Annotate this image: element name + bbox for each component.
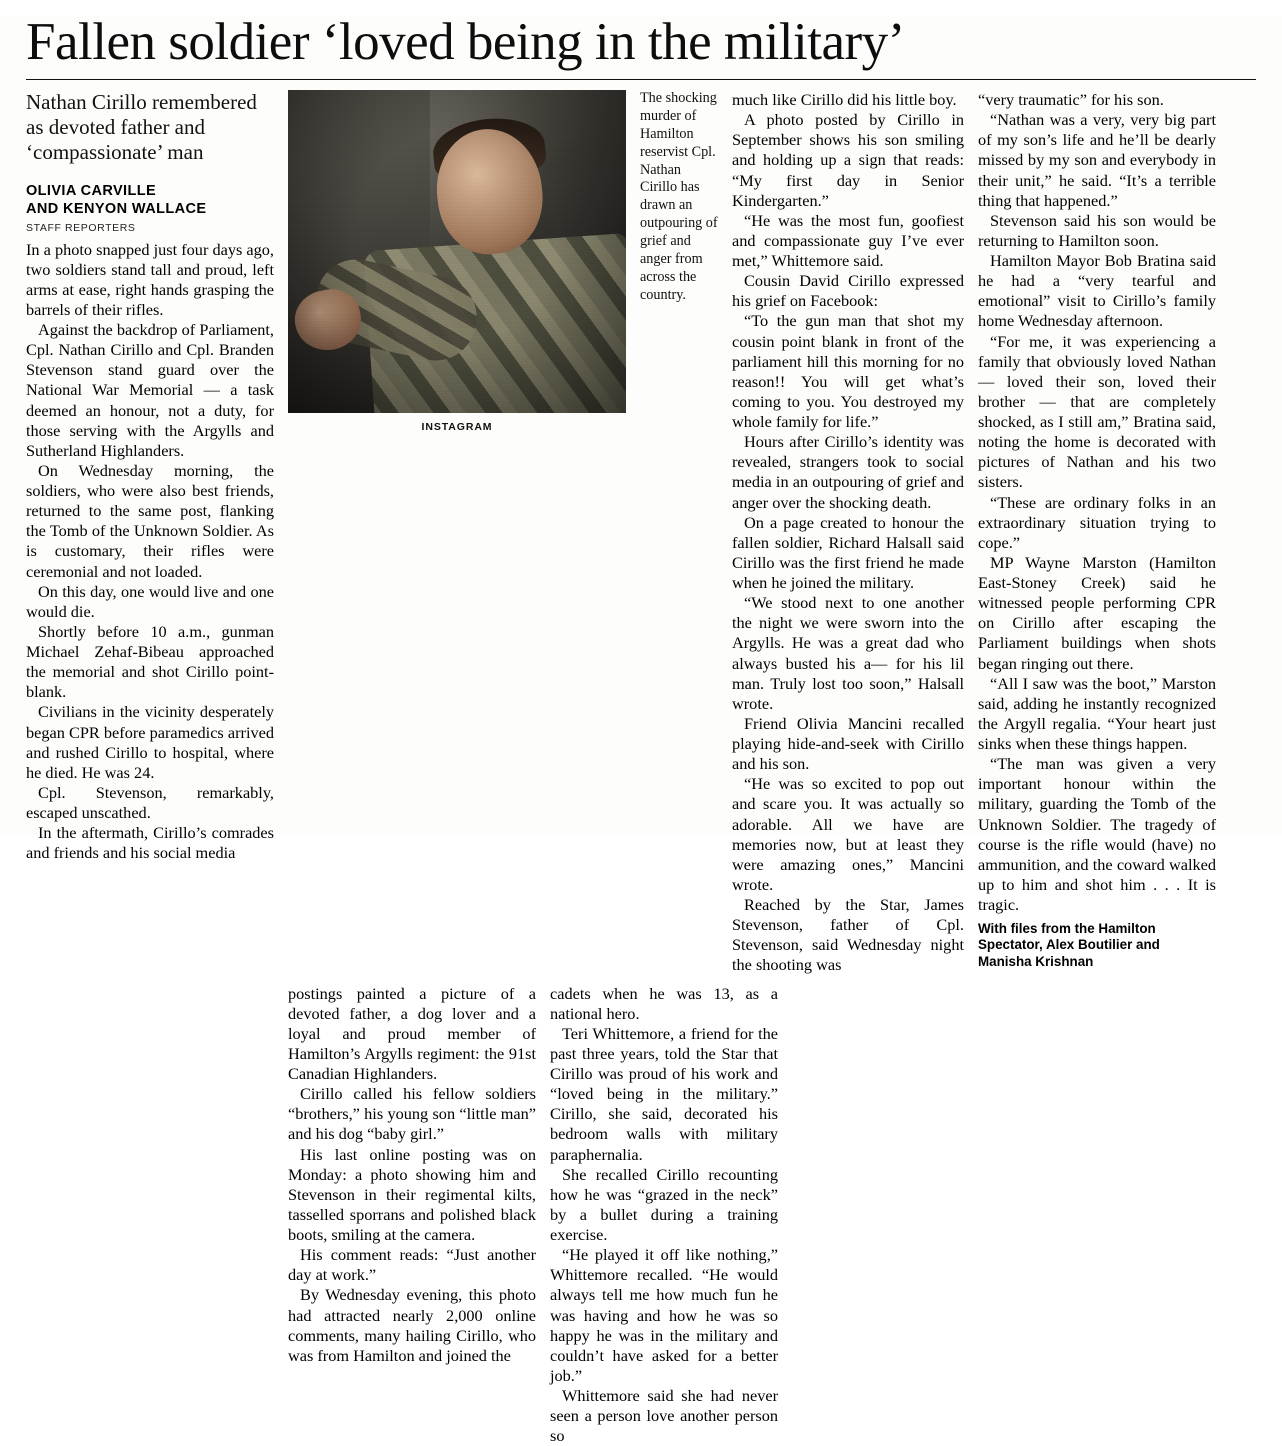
story-body-col5: [978, 90, 1216, 970]
photo-credit: INSTAGRAM: [288, 421, 626, 433]
paragraph: Cpl. Stevenson, remarkably, escaped unscathed.: [26, 783, 274, 823]
column-one: [26, 90, 274, 976]
bottom-column-two: [288, 984, 536, 1446]
paragraph: “All I saw was the boot,” Marston said, adding he instantly recognized the Argyll regalia. “Your heart just sinks when these things happen.: [978, 674, 1216, 755]
paragraph: Against the backdrop of Parliament, Cpl. Nathan Cirillo and Cpl. Branden Stevenson stand guard over the National War Memorial — a task deemed an honour, not a duty, for those serving with the Argylls and Sutherland Highlanders.: [26, 320, 274, 461]
paragraph: Cirillo called his fellow soldiers “brothers,” his young son “little man” and his dog “baby girl.”: [288, 1084, 536, 1144]
bottom-spacer-col4: [792, 984, 1024, 1446]
paragraph: postings painted a picture of a devoted father, a dog lover and a loyal and proud member of Hamilton’s Argylls regiment: the 91st Canadian Highlanders.: [288, 984, 536, 1085]
paragraph: “To the gun man that shot my cousin point blank in front of the parliament hill this morning for no reason!! You will get what’s coming to you. You destroyed my whole family for life.”: [732, 311, 964, 432]
paragraph: On this day, one would live and one would die.: [26, 582, 274, 622]
story-body-col4: [732, 90, 964, 976]
paragraph: Teri Whittemore, a friend for the past three years, told the Star that Cirillo was proud of his work and “loved being in the military.” Cirillo, she said, decorated his bedroom walls with military paraphernalia.: [550, 1024, 778, 1165]
paragraph: Cousin David Cirillo expressed his grief on Facebook:: [732, 271, 964, 311]
bottom-spacer-col1: [26, 984, 274, 1446]
page-title: Fallen soldier ‘loved being in the military’: [26, 16, 1260, 69]
bottom-spacer-col5: [1038, 984, 1276, 1446]
top-section: [26, 90, 1260, 976]
paragraph: “The man was given a very important honour within the military, guarding the Tomb of the Unknown Soldier. The tragedy of course is the rifle would (have) no ammunition, and the coward walked up to him and shot him . . . It is tragic.: [978, 754, 1216, 915]
paragraph: His last online posting was on Monday: a photo showing him and Stevenson in their regimental kilts, tasselled sporrans and polished black boots, smiling at the camera.: [288, 1145, 536, 1246]
paragraph: Hours after Cirillo’s identity was revealed, strangers took to social media in an outpouring of grief and anger over the shocking death.: [732, 432, 964, 513]
paragraph: Civilians in the vicinity desperately began CPR before paramedics arrived and rushed Cirillo to hospital, where he died. He was 24.: [26, 702, 274, 783]
paragraph: “Nathan was a very, very big part of my son’s life and he’ll be dearly missed by my son and everybody in their unit,” he said. “It’s a terrible thing that happened.”: [978, 110, 1216, 211]
column-four: [732, 90, 964, 976]
paragraph: Shortly before 10 a.m., gunman Michael Zehaf-Bibeau approached the memorial and shot Cirillo point-blank.: [26, 622, 274, 703]
byline: [26, 182, 274, 218]
paragraph: “For me, it was experiencing a family that obviously loved Nathan — loved their son, loved their brother — that are completely shocked, as I still am,” Bratina said, noting the home is decorated with pictures of Nathan and his two sisters.: [978, 332, 1216, 493]
paragraph: Friend Olivia Mancini recalled playing hide-and-seek with Cirillo and his son.: [732, 714, 964, 774]
paragraph: In the aftermath, Cirillo’s comrades and friends and his social media: [26, 823, 274, 863]
paragraph: A photo posted by Cirillo in September shows his son smiling and holding up a sign that reads: “My first day in Senior Kindergarten.”: [732, 110, 964, 211]
paragraph: His comment reads: “Just another day at work.”: [288, 1245, 536, 1285]
photo-block: [288, 90, 626, 976]
bottom-section: [26, 984, 1260, 1446]
story-tagline: With files from the Hamilton Spectator, Alex Boutilier and Manisha Krishnan: [978, 921, 1216, 970]
bottom-column-three: [550, 984, 778, 1446]
paragraph: Hamilton Mayor Bob Bratina said he had a “very tearful and emotional” visit to Cirillo’s family home Wednesday afternoon.: [978, 251, 1216, 332]
paragraph: By Wednesday evening, this photo had attracted nearly 2,000 online comments, many hailing Cirillo, who was from Hamilton and joined the: [288, 1285, 536, 1366]
paragraph: “He was the most fun, goofiest and compassionate guy I’ve ever met,” Whittemore said.: [732, 211, 964, 271]
paragraph: much like Cirillo did his little boy.: [732, 90, 964, 110]
headline-rule: [26, 79, 1256, 80]
story-body-col3: [550, 984, 778, 1446]
paragraph: “These are ordinary folks in an extraordinary situation trying to cope.”: [978, 493, 1216, 553]
paragraph: Whittemore said she had never seen a person love another person so: [550, 1386, 778, 1446]
paragraph: “He played it off like nothing,” Whittemore recalled. “He would always tell me how much fun he was having and how he was so happy he was in the military and couldn’t have asked for a better job.”: [550, 1245, 778, 1386]
paragraph: Stevenson said his son would be returning to Hamilton soon.: [978, 211, 1216, 251]
paragraph: “We stood next to one another the night we were sworn into the Argylls. He was a great dad who always busted his a— for his lil man. Truly lost too soon,” Halsall wrote.: [732, 593, 964, 714]
byline-line-1: OLIVIA CARVILLE: [26, 182, 274, 200]
photo-caption: The shocking murder of Hamilton reservist Cpl. Nathan Cirillo has drawn an outpouring of grief and anger from across the country.: [640, 90, 718, 305]
staff-label: STAFF REPORTERS: [26, 222, 274, 234]
story-body-col2: [288, 984, 536, 1366]
photo-grain: [288, 90, 626, 413]
paragraph: On a page created to honour the fallen soldier, Richard Halsall said Cirillo was the first friend he made when he joined the military.: [732, 513, 964, 594]
newspaper-page: [0, 16, 1282, 834]
paragraph: Reached by the Star, James Stevenson, father of Cpl. Stevenson, said Wednesday night the shooting was: [732, 895, 964, 976]
paragraph: MP Wayne Marston (Hamilton East-Stoney Creek) said he witnessed people performing CPR on Cirillo after escaping the Parliament buildings when shots began ringing out there.: [978, 553, 1216, 674]
paragraph: “very traumatic” for his son.: [978, 90, 1216, 110]
deck-subhead: Nathan Cirillo remembered as devoted father and ‘compassionate’ man: [26, 90, 274, 164]
paragraph: cadets when he was 13, as a national hero.: [550, 984, 778, 1024]
column-five: [978, 90, 1216, 976]
caption-column: [640, 90, 718, 976]
paragraph: She recalled Cirillo recounting how he was “grazed in the neck” by a bullet during a training exercise.: [550, 1165, 778, 1246]
story-body-col1: [26, 240, 274, 864]
paragraph: In a photo snapped just four days ago, two soldiers stand tall and proud, left arms at ease, right hands grasping the barrels of their rifles.: [26, 240, 274, 321]
byline-line-2: AND KENYON WALLACE: [26, 200, 274, 218]
soldier-photo: [288, 90, 626, 413]
paragraph: “He was so excited to pop out and scare you. It was actually so adorable. All we have are memories now, but at least they were amazing ones,” Mancini wrote.: [732, 774, 964, 895]
paragraph: On Wednesday morning, the soldiers, who were also best friends, returned to the same post, flanking the Tomb of the Unknown Soldier. As is customary, their rifles were ceremonial and not loaded.: [26, 461, 274, 582]
